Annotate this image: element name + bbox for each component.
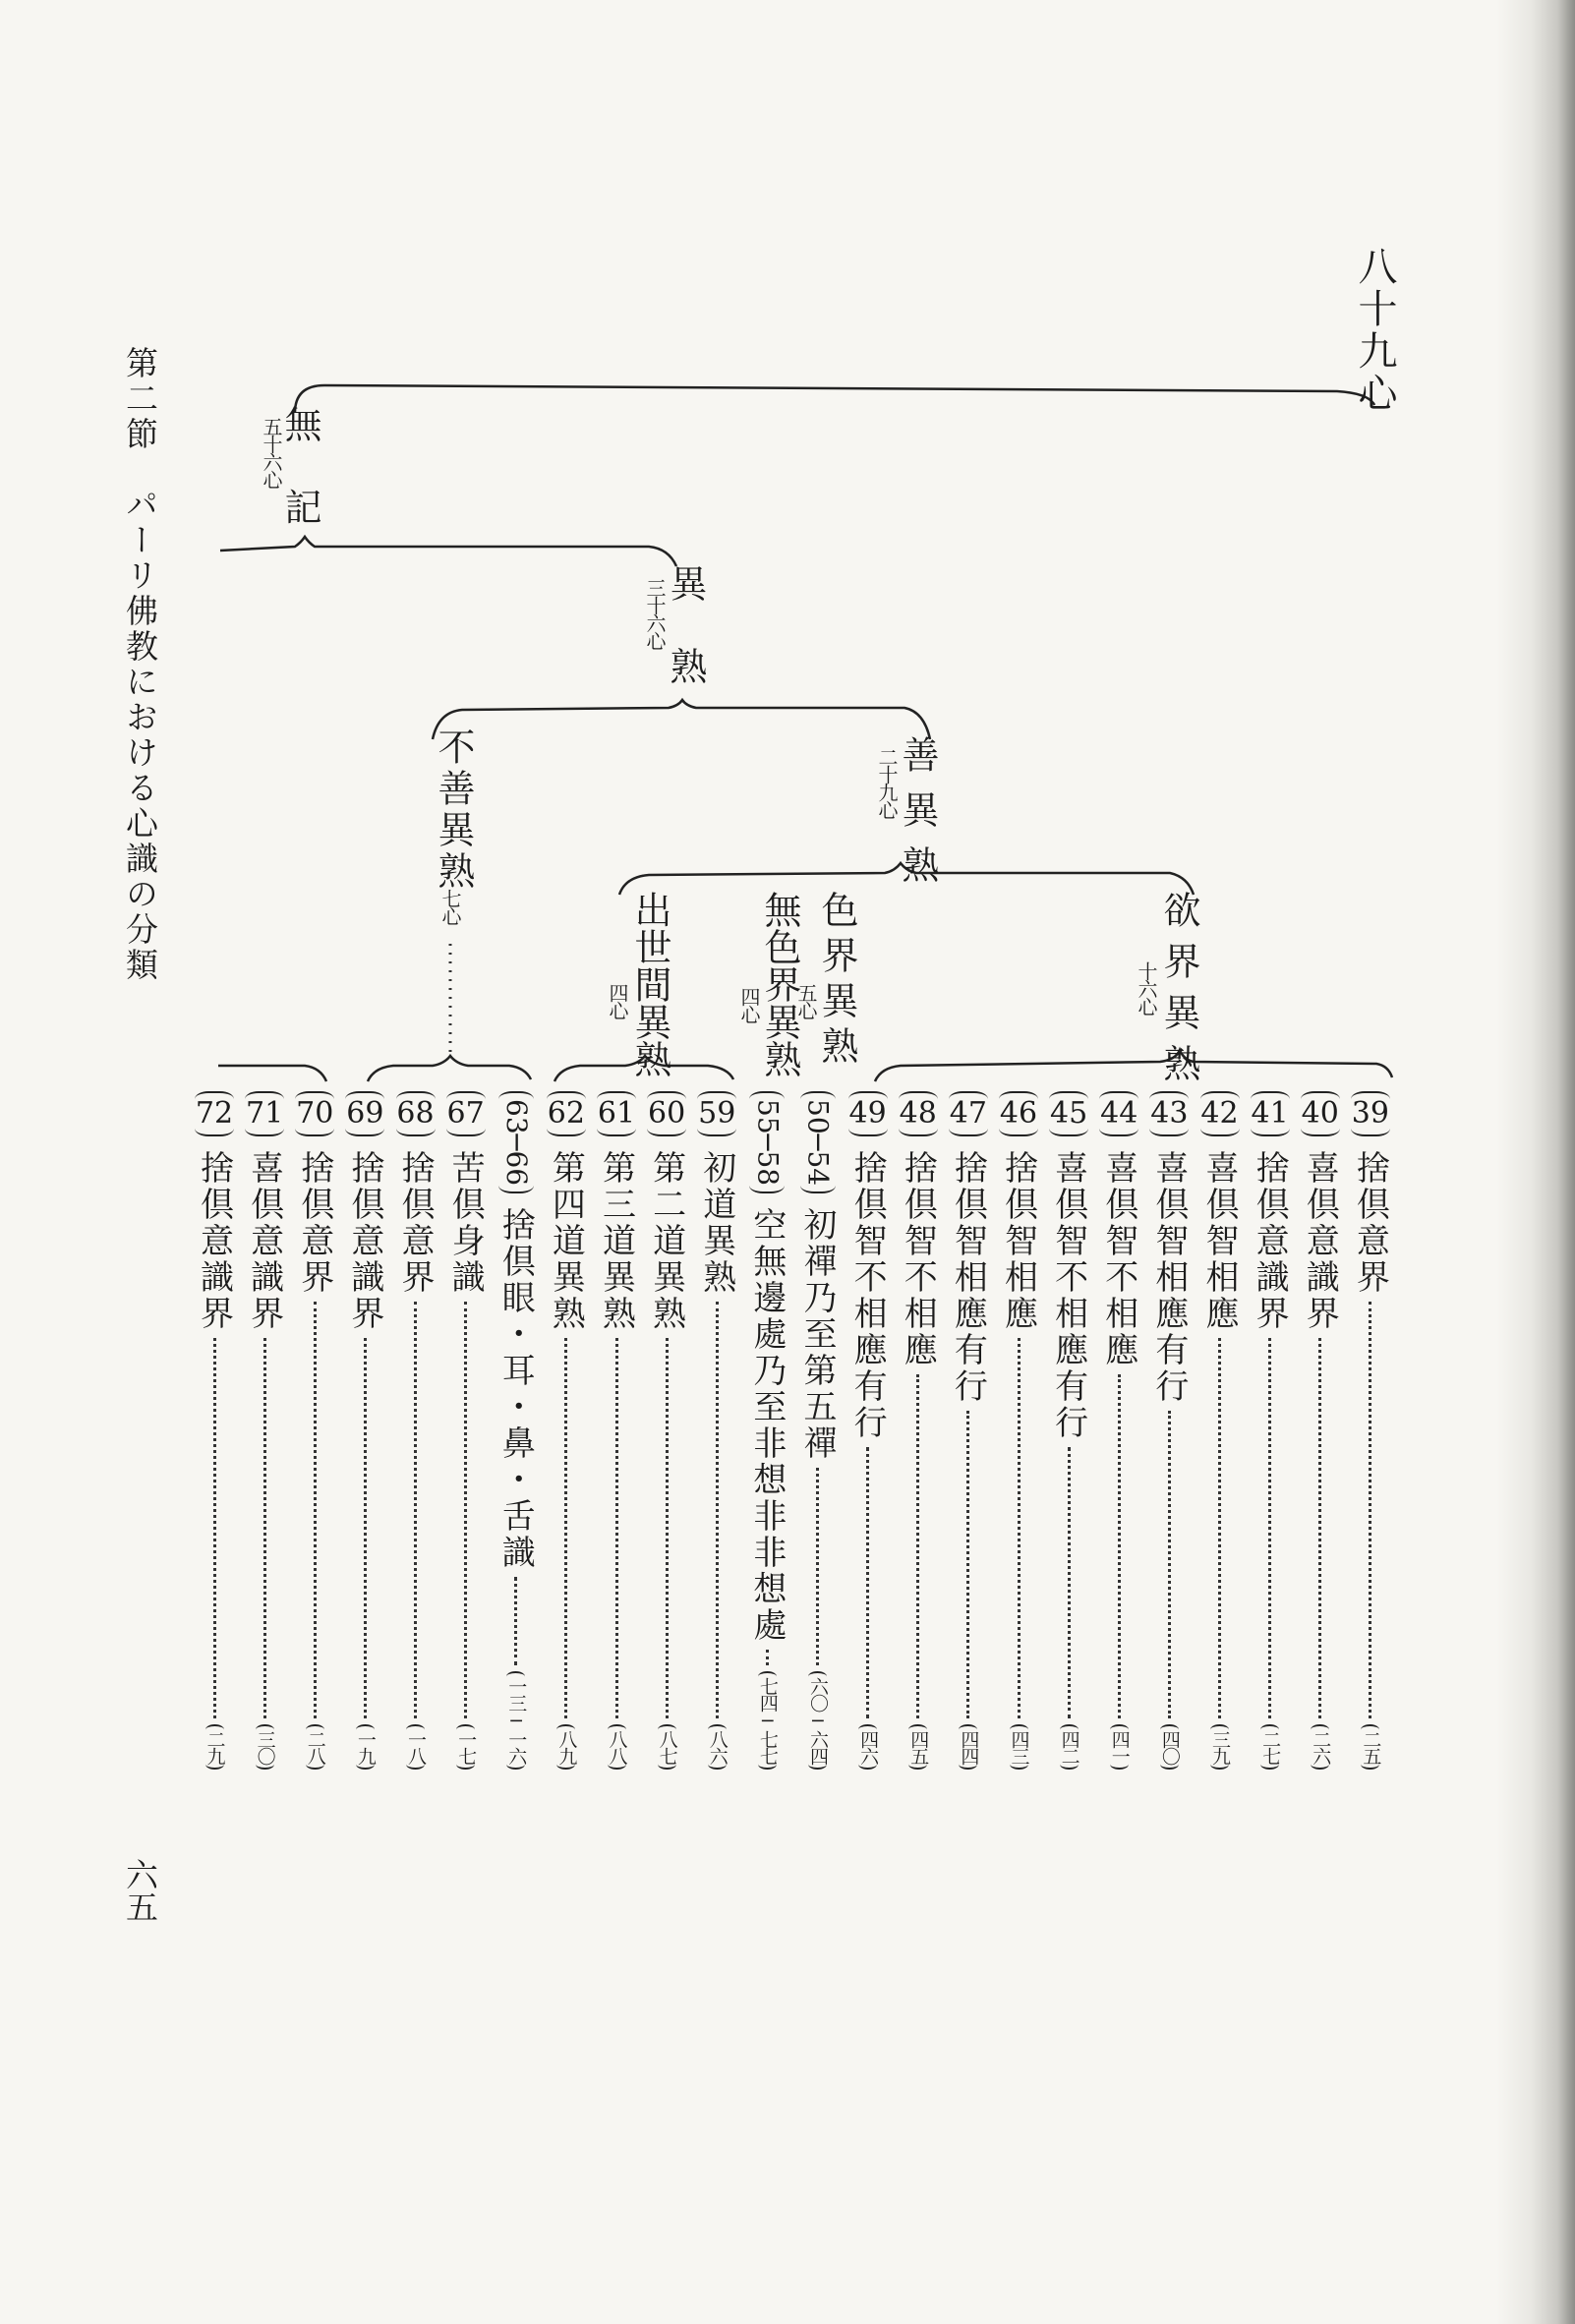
entry-69 — [343, 1091, 386, 1770]
entry-number: 45 — [1049, 1091, 1088, 1136]
akusala-bracket — [368, 1056, 531, 1081]
entry-reference: 七四─七七 — [758, 1671, 777, 1770]
entry-number: 47 — [949, 1091, 988, 1136]
entry-number: 39 — [1351, 1091, 1390, 1136]
vipaka-label: 異熟 — [664, 564, 707, 729]
entry-67 — [444, 1091, 488, 1770]
dot-leader — [916, 1374, 919, 1718]
entry-number: 69 — [345, 1091, 384, 1136]
entry-72 — [193, 1091, 236, 1770]
rupa-vipaka-label: 色界異熟 — [815, 891, 858, 1072]
entry-text: 喜倶智相應 — [1199, 1150, 1239, 1332]
entry-47 — [947, 1091, 990, 1770]
entry-reference: 四〇 — [1160, 1724, 1179, 1770]
entry-reference: 三九 — [1210, 1724, 1229, 1770]
dot-leader — [615, 1338, 618, 1718]
akusala-vipaka-count: 七心 — [438, 889, 462, 924]
entry-reference: 八九 — [556, 1724, 575, 1770]
kama-vipaka-label: 欲界異熟 — [1157, 891, 1200, 1095]
entry-number: 41 — [1251, 1091, 1290, 1136]
entry-70 — [293, 1091, 336, 1770]
dot-leader — [514, 1577, 517, 1665]
entry-number: 48 — [899, 1091, 938, 1136]
entry-number: 70 — [295, 1091, 334, 1136]
root-brace — [295, 385, 1374, 413]
entry-number: 71 — [245, 1091, 284, 1136]
entry-reference: 一七 — [456, 1724, 475, 1770]
root-label: 八十九心 — [1352, 246, 1397, 415]
kama-vipaka-count: 十六心 — [1135, 961, 1158, 1015]
entry-46 — [997, 1091, 1040, 1770]
entry-reference: 二七 — [1260, 1724, 1279, 1770]
entry-41 — [1249, 1091, 1292, 1770]
entry-reference: 四二 — [1060, 1724, 1079, 1770]
entry-68 — [394, 1091, 438, 1770]
running-header: 第二節 パーリ佛教における心識の分類 — [121, 346, 159, 983]
entry-number: 68 — [396, 1091, 436, 1136]
entry-text: 捨倶意識界 — [1250, 1150, 1290, 1332]
entry-text: 捨倶智不相應 — [898, 1150, 938, 1368]
dot-leader — [1168, 1411, 1171, 1718]
lokuttara-vipaka-count: 四心 — [606, 983, 629, 1018]
dot-leader — [1118, 1374, 1121, 1718]
entry-50-54 — [796, 1091, 840, 1770]
entry-61 — [595, 1091, 638, 1770]
entry-text: 捨倶意界 — [294, 1150, 334, 1296]
entry-reference: 八六 — [708, 1724, 727, 1770]
dot-leader — [1268, 1338, 1271, 1718]
entry-reference: 八八 — [608, 1724, 626, 1770]
kusala-vipaka-label: 善異熟 — [896, 735, 939, 901]
dot-leader — [564, 1338, 567, 1718]
entry-number: 63─66 — [498, 1091, 534, 1193]
entry-text: 第四道異熟 — [546, 1150, 586, 1332]
entry-reference: 三〇 — [256, 1724, 274, 1770]
entry-reference: 六〇─六四 — [808, 1671, 827, 1770]
entry-text: 捨倶智相應 — [998, 1150, 1038, 1332]
entry-number: 72 — [195, 1091, 234, 1136]
entry-62 — [545, 1091, 588, 1770]
entry-reference: 四四 — [959, 1724, 977, 1770]
entry-text: 捨倶智相應有行 — [948, 1150, 988, 1405]
dot-leader — [213, 1338, 216, 1718]
entry-60 — [645, 1091, 688, 1770]
dot-leader — [364, 1338, 367, 1718]
entry-number: 60 — [647, 1091, 686, 1136]
entry-reference: 四一 — [1110, 1724, 1129, 1770]
ahetuka-kusala-bracket — [218, 1066, 326, 1081]
entry-reference: 二六 — [1311, 1724, 1329, 1770]
entry-reference: 四五 — [908, 1724, 927, 1770]
entry-number: 43 — [1149, 1091, 1189, 1136]
entry-number: 50─54 — [800, 1091, 836, 1193]
entry-71 — [243, 1091, 286, 1770]
entry-reference: 二五 — [1361, 1724, 1379, 1770]
entry-text: 捨倶意識界 — [194, 1150, 234, 1332]
entry-reference: 一八 — [406, 1724, 425, 1770]
entry-text: 喜倶智相應有行 — [1148, 1150, 1189, 1405]
dot-leader — [766, 1650, 769, 1665]
entry-text: 捨倶意界 — [395, 1150, 435, 1296]
entry-63-66 — [495, 1091, 538, 1770]
entry-text: 捨倶意識界 — [344, 1150, 384, 1332]
dot-leader — [1218, 1338, 1221, 1718]
dot-leader — [1318, 1338, 1321, 1718]
entry-number: 67 — [446, 1091, 486, 1136]
entry-55-58 — [745, 1091, 788, 1770]
dot-leader — [263, 1338, 266, 1718]
dot-leader — [866, 1447, 869, 1718]
entry-text: 捨倶眼・耳・鼻・舌識 — [496, 1207, 536, 1572]
dot-leader — [816, 1468, 819, 1665]
entry-49 — [846, 1091, 890, 1770]
entry-text: 初禪乃至第五禪 — [797, 1207, 837, 1463]
dot-leader — [1369, 1302, 1371, 1718]
entry-reference: 八七 — [658, 1724, 676, 1770]
entry-number: 42 — [1200, 1091, 1240, 1136]
dot-leader — [314, 1302, 317, 1718]
entry-list — [193, 1091, 1392, 1770]
lokuttara-vipaka-label: 出世間異熟 — [628, 891, 671, 1077]
abyakata-label: 無記 — [278, 405, 321, 570]
page-number: 六五 — [121, 1858, 159, 1923]
entry-text: 空無邊處乃至非想非非想處 — [746, 1207, 787, 1645]
entry-text: 苦倶身識 — [445, 1150, 486, 1296]
entry-text: 喜倶意識界 — [244, 1150, 284, 1332]
entry-reference: 二九 — [205, 1724, 224, 1770]
entry-number: 59 — [697, 1091, 736, 1136]
entry-48 — [897, 1091, 940, 1770]
entry-reference: 一九 — [356, 1724, 375, 1770]
akusala-vipaka-label: 不善異熟 — [432, 727, 475, 893]
entry-text: 喜倶智不相應有行 — [1048, 1150, 1088, 1441]
entry-39 — [1349, 1091, 1392, 1770]
entry-40 — [1299, 1091, 1342, 1770]
dot-leader — [666, 1338, 669, 1718]
entry-text: 喜倶智不相應 — [1098, 1150, 1138, 1368]
kama-bracket — [875, 1050, 1392, 1081]
entry-reference: 四六 — [858, 1724, 877, 1770]
entry-text: 捨倶智不相應有行 — [847, 1150, 888, 1441]
rupa-vipaka-count: 五心 — [794, 983, 818, 1018]
dot-leader — [966, 1411, 969, 1718]
vipaka-count: 三十六心 — [643, 578, 667, 649]
entry-reference: 四三 — [1010, 1724, 1028, 1770]
entry-number: 61 — [597, 1091, 636, 1136]
entry-number: 55─58 — [749, 1091, 785, 1193]
dot-leader — [1018, 1338, 1021, 1718]
entry-59 — [695, 1091, 738, 1770]
entry-text: 第二道異熟 — [646, 1150, 686, 1332]
entry-text: 第三道異熟 — [596, 1150, 636, 1332]
entry-44 — [1097, 1091, 1140, 1770]
entry-reference: 一三─一六 — [506, 1671, 525, 1770]
kusala-vipaka-count: 二十九心 — [875, 747, 899, 818]
entry-number: 46 — [999, 1091, 1038, 1136]
entry-43 — [1147, 1091, 1191, 1770]
entry-42 — [1198, 1091, 1242, 1770]
entry-reference: 二八 — [306, 1724, 324, 1770]
entry-number: 40 — [1301, 1091, 1340, 1136]
arupa-vipaka-count: 四心 — [737, 987, 761, 1022]
entry-number: 49 — [848, 1091, 888, 1136]
abyakata-count: 五十六心 — [260, 417, 283, 488]
entry-text: 喜倶意識界 — [1300, 1150, 1340, 1332]
entry-number: 44 — [1099, 1091, 1138, 1136]
entry-text: 捨倶意界 — [1350, 1150, 1390, 1296]
entry-text: 初道異熟 — [696, 1150, 736, 1296]
dot-leader — [414, 1302, 417, 1718]
entry-number: 62 — [547, 1091, 586, 1136]
dot-leader — [1068, 1447, 1071, 1718]
dot-leader — [464, 1302, 467, 1718]
arupa-vipaka-label: 無色界異熟 — [758, 891, 801, 1077]
entry-45 — [1047, 1091, 1090, 1770]
dot-leader — [716, 1302, 719, 1718]
